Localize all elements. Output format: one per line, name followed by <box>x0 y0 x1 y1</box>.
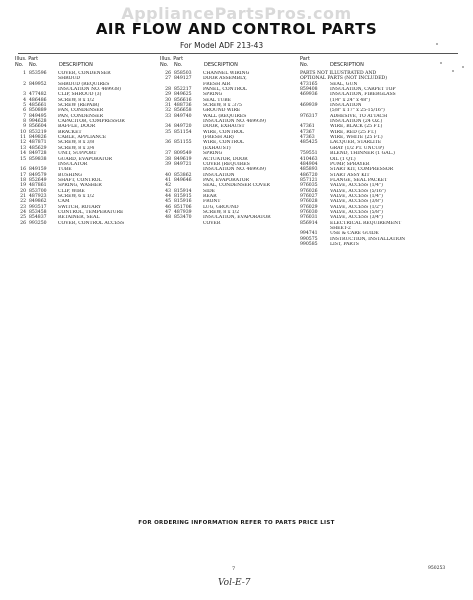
part-description: SHEET-2 <box>330 225 351 231</box>
partno-label: No. <box>174 61 183 68</box>
part-description: INSTRUCTION, INSTALLATION <box>330 236 406 242</box>
illus-number: 19 <box>20 183 26 189</box>
part-number: 854837 <box>29 215 47 221</box>
part-description: COVER <box>203 220 221 226</box>
part-number: 849728 <box>29 151 47 157</box>
part-description: CLIP, SHROUD (3) <box>58 92 102 98</box>
parts-list <box>300 82 460 248</box>
part-number: 858503 <box>174 71 192 76</box>
part-number: 486486 <box>29 97 47 103</box>
part-number: 993250 <box>29 220 47 226</box>
part-description: (FRESH AIR) <box>203 135 234 141</box>
no-label: No. <box>160 61 169 68</box>
part-description: WIRE, CONTROL <box>203 129 244 135</box>
illus-number: 1 <box>23 71 26 76</box>
part-number: 469939 <box>300 103 318 109</box>
part-description: ADHESIVE, TO ATTACH <box>330 113 388 119</box>
illus-number: 24 <box>20 209 26 215</box>
part-number: 410463 <box>300 156 318 162</box>
document-code: 950253 <box>428 566 446 571</box>
page-title: AIR FLOW AND CONTROL PARTS <box>95 20 378 38</box>
illus-number: 34 <box>165 124 171 130</box>
part-description: SCREW (REPAIR) <box>58 103 100 109</box>
illus-number: 30 <box>165 97 171 103</box>
part-number: 815915 <box>174 193 192 199</box>
illus-number: 41 <box>165 177 171 183</box>
part-number: 815914 <box>174 188 192 194</box>
part-description: UNIT, SUPPORT <box>58 151 97 157</box>
part-number: 849740 <box>174 113 192 119</box>
description-label: DESCRIPTION <box>59 61 93 68</box>
no-label: No. <box>15 61 24 68</box>
part-description: ACTUATOR, DOOR <box>203 156 248 162</box>
part-number: 473165 <box>300 81 318 87</box>
illus-number: 28 <box>165 87 171 93</box>
part-description: FLANGE, SEAL PACKET <box>330 177 388 183</box>
part-description: WIRE, CONTROL <box>203 140 244 146</box>
part-number: 993517 <box>29 204 47 210</box>
part-description: CABLE, APPLIANCE <box>58 135 107 141</box>
illus-number: 21 <box>20 193 26 199</box>
part-description: GRAY (1/2 PT. UNCUP) <box>330 145 384 151</box>
part-number: 487861 <box>29 183 47 189</box>
illus-number: 3 <box>23 92 26 98</box>
illus-number: 31 <box>165 103 171 109</box>
part-description: COVER (REQUIRES <box>203 161 250 167</box>
part-description: SHROUD (REQUIRES <box>58 81 110 87</box>
part-number: 976029 <box>300 204 318 210</box>
part-description: VALVE, ACCESS (5/16") <box>330 188 386 194</box>
part-description: SPRING <box>203 151 223 157</box>
part-number: 849826 <box>29 135 47 141</box>
part-description: BRACKET <box>58 129 82 135</box>
part-description: INSULATION <box>203 172 235 178</box>
part-number: 485661 <box>29 103 47 109</box>
part-description: CLIP, WIRE <box>58 188 85 194</box>
parts-column-3 <box>300 57 460 247</box>
part-description: (5/8" x 17" x 25-15/16") <box>330 108 385 114</box>
part-number: 856616 <box>174 97 192 103</box>
illus-number: 7 <box>23 113 26 119</box>
part-number: 853470 <box>174 215 192 221</box>
part-description: FAN, CONDENSER <box>58 108 104 114</box>
description-label: DESCRIPTION <box>330 61 364 68</box>
part-number: 853219 <box>29 129 47 135</box>
watermark: AppliancePartsPros.com <box>121 4 352 23</box>
illus-number: 4 <box>23 97 26 103</box>
part-number: 859838 <box>29 156 47 162</box>
illus-number: 23 <box>20 204 26 210</box>
part-number: 853700 <box>29 188 47 194</box>
partno-label: No. <box>29 61 38 68</box>
description-label: DESCRIPTION <box>204 61 238 68</box>
part-number: 851155 <box>174 140 192 146</box>
part-number: 849720 <box>174 124 192 130</box>
illus-number: 38 <box>165 156 171 162</box>
part-description: VALVE, ACCESS (3/8") <box>330 199 383 205</box>
part-number: 976035 <box>300 183 318 189</box>
illus-number: 9 <box>23 124 26 130</box>
part-description: SCREW, 8 x 1/2 <box>58 97 95 103</box>
part-description: PAN, EVAPORATOR <box>203 177 249 183</box>
illus-number: 32 <box>165 108 171 114</box>
part-number: 856658 <box>174 108 192 114</box>
part-number: 852217 <box>174 87 192 93</box>
illus-number: 15 <box>20 156 26 162</box>
part-description: SCREW, 6 x 1/2 <box>58 193 95 199</box>
part-description: DOOR ASSEMBLY, <box>203 76 247 82</box>
speck <box>462 66 464 68</box>
handwritten-note: Vol-E-7 <box>218 578 251 588</box>
model-subtitle: For Model ADF 213-43 <box>180 41 264 50</box>
not-illustrated-heading <box>300 71 460 82</box>
part-number: 994741 <box>300 231 318 237</box>
part-description: FRESH AIR <box>203 81 231 87</box>
illus-number: 25 <box>20 215 26 221</box>
parts-column-1 <box>15 57 165 226</box>
part-description: SPRING, WASHER <box>58 183 102 189</box>
part-description: RETAINER, SEAL <box>58 215 100 221</box>
illus-number: 37 <box>165 151 171 157</box>
part-number: 849159 <box>29 167 47 173</box>
part-number: 976026 <box>300 188 318 194</box>
part-description: INSULATION NO. 469939) <box>203 119 266 125</box>
part-description: DOOR, EXHAUST <box>203 124 245 130</box>
part-number: 487939 <box>174 209 192 215</box>
illus-number: 43 <box>165 188 171 194</box>
part-description: INSULATION (24 OZ.) <box>330 119 383 125</box>
part-number: 976030 <box>300 209 318 215</box>
illus-number: 6 <box>23 108 26 114</box>
illus-number: 12 <box>20 140 26 146</box>
part-label: Part <box>300 56 310 62</box>
part-description: BLEND, THINNER (1 GAL.) <box>330 151 395 157</box>
not-illustrated-line: OPTIONAL PARTS (NOT INCLUDED) <box>300 76 388 82</box>
speck <box>436 43 438 45</box>
part-number: 994628 <box>29 119 47 125</box>
part-description: WIRE, BLACK (25 FT.) <box>330 124 383 130</box>
part-description: CAPACITOR, COMPRESSOR <box>58 119 125 125</box>
part-number: 47363 <box>300 135 315 141</box>
not-illustrated-line: PARTS NOT ILLUSTRATED AND <box>300 71 377 76</box>
illus-number: 33 <box>165 113 171 119</box>
part-number: 849862 <box>29 199 47 205</box>
part-description: SCREW, 8 x 3/4 <box>58 145 95 151</box>
part-number: 477482 <box>29 92 47 98</box>
part-description: LACQUER, STARLITE <box>330 140 382 146</box>
part-number: 849721 <box>174 161 192 167</box>
illus-number: 44 <box>165 193 171 199</box>
part-number: 990585 <box>300 242 318 247</box>
part-description: SWITCH, ROTARY <box>58 204 101 210</box>
part-description: SIDE <box>203 188 215 194</box>
illus-label: Illus. Part <box>160 56 184 62</box>
part-row <box>300 242 460 247</box>
part-description: INSULATION, FIBERGLASS <box>330 92 396 98</box>
part-number: 849619 <box>174 156 192 162</box>
illus-number: 17 <box>20 172 26 178</box>
part-number: 853862 <box>174 172 192 178</box>
part-description: SEAL, CONDENSER COVER <box>203 183 270 189</box>
part-number: 856604 <box>29 124 47 130</box>
part-number: 47367 <box>300 129 315 135</box>
illus-number: 10 <box>20 129 26 135</box>
speck <box>452 70 454 72</box>
part-description: PUMP, SPRAYER <box>330 161 370 167</box>
illus-number: 39 <box>165 161 171 167</box>
part-description: INSULATION, EVAPORATOR <box>203 215 271 221</box>
part-description: CHANNEL WIRING <box>203 71 250 76</box>
part-description: COVER, CONDENSER <box>58 71 111 76</box>
part-description: LUG, GROUND <box>203 204 239 210</box>
part-description: INSULATION NO. 469938) <box>58 87 121 93</box>
part-description: SEAL TUBE <box>203 97 231 103</box>
part-number: 976028 <box>300 199 318 205</box>
part-number: 815916 <box>174 199 192 205</box>
part-description: INSULATOR <box>58 161 88 167</box>
part-number: 485893 <box>300 167 318 173</box>
column-header <box>15 57 165 68</box>
part-description: (1/4" x 24" x 48") <box>330 97 371 103</box>
part-number: 851154 <box>174 129 192 135</box>
part-number: 849127 <box>174 76 192 82</box>
part-description: SCREW, 8 x 3/8 <box>58 140 95 146</box>
part-description: TUBE <box>58 167 72 173</box>
part-description: CONTROL, TEMPERATURE <box>58 209 124 215</box>
header-divider <box>18 53 458 54</box>
part-description: INSULATION NO. 469939) <box>203 167 266 173</box>
part-description: USE & CARE GUIDE <box>330 231 379 237</box>
part-description: WALL (REQUIRES <box>203 113 247 119</box>
part-description: VALVE, ACCESS (1/2") <box>330 204 383 210</box>
part-description: VALVE, ACCESS (3/4") <box>330 215 383 221</box>
part-number: 851706 <box>174 204 192 210</box>
illus-number: 11 <box>20 135 26 141</box>
part-number: 849495 <box>29 113 47 119</box>
part-description: SEAL, GUN <box>330 81 358 87</box>
illus-number: 14 <box>20 151 26 157</box>
part-description: INSULATION <box>330 103 362 109</box>
part-number: 852649 <box>29 177 47 183</box>
illus-number: 27 <box>165 76 171 82</box>
illus-number: 35 <box>165 129 171 135</box>
illus-label: Illus. Part <box>15 56 39 62</box>
illus-number: 48 <box>165 215 171 221</box>
part-number: 469936 <box>300 92 318 98</box>
part-description: (EXHAUST) <box>203 145 231 151</box>
illus-number: 26 <box>165 71 171 76</box>
illus-number: 2 <box>23 81 26 87</box>
part-number: 487923 <box>29 193 47 199</box>
part-number: 976031 <box>300 215 318 221</box>
part-number: 856914 <box>300 220 318 226</box>
part-description: VALVE, ACCESS (5/8") <box>330 209 383 215</box>
part-number: 849646 <box>174 177 192 183</box>
page-number: 7 <box>232 566 236 572</box>
part-number: 849579 <box>29 172 47 178</box>
part-description: BUSHING <box>58 172 82 178</box>
part-number: 853458 <box>29 209 47 215</box>
part-description: INSULATION, CARPET TOP <box>330 87 396 93</box>
partno-label: No. <box>300 61 309 68</box>
illus-number: 18 <box>20 177 26 183</box>
part-description: START ASSY KIT <box>330 172 370 178</box>
illus-number: 47 <box>165 209 171 215</box>
part-number: 486720 <box>300 172 318 178</box>
part-number: 853596 <box>29 71 47 76</box>
part-number: 809549 <box>174 151 192 157</box>
illus-number: 36 <box>165 140 171 146</box>
illus-number: 42 <box>165 183 171 189</box>
illus-number <box>160 221 171 226</box>
parts-list <box>160 71 300 226</box>
part-description: SPRING <box>203 92 223 98</box>
part-number: 857121 <box>300 177 318 183</box>
column-header <box>160 57 300 68</box>
illus-number: 8 <box>23 119 26 125</box>
part-description: WIRE, RED (25 FT.) <box>330 129 377 135</box>
column-header <box>300 57 460 68</box>
part-description: LIST, PARTS <box>330 242 359 247</box>
part-description: CAM <box>58 199 70 205</box>
illus-number: 16 <box>20 167 26 173</box>
illus-number: 46 <box>165 204 171 210</box>
part-description: SHAFT, CONTROL <box>58 177 102 183</box>
illus-number: 26 <box>20 220 26 226</box>
illus-number: 22 <box>20 199 26 205</box>
part-description: VALVE, ACCESS (1/4") <box>330 183 383 189</box>
parts-list <box>15 71 165 226</box>
part-number <box>171 221 203 226</box>
part-number: 849625 <box>174 92 192 98</box>
part-number: 976027 <box>300 193 318 199</box>
ordering-note: FOR ORDERING INFORMATION REFER TO PARTS PRICE LIST <box>138 520 335 526</box>
illus-number: 45 <box>165 199 171 205</box>
illus-number: 29 <box>165 92 171 98</box>
part-number: 487871 <box>29 140 47 146</box>
part-description: PAN, CONDENSER <box>58 113 103 119</box>
part-number: 859408 <box>300 87 318 93</box>
part-description: OIL (1 QT.) <box>330 156 356 162</box>
part-description: SCREW, 8 x 1/2 <box>203 209 240 215</box>
part-row <box>160 221 300 226</box>
part-description: ELECTRICAL REQUIREMENT <box>330 220 402 226</box>
part-number: 850889 <box>29 108 47 114</box>
part-number: 849952 <box>29 81 47 87</box>
part-description: FRONT <box>203 199 221 205</box>
part-number: 485629 <box>29 145 47 151</box>
illus-number: 20 <box>20 188 26 194</box>
parts-column-2 <box>160 57 300 226</box>
part-row <box>15 221 165 226</box>
part-number: 47361 <box>300 124 315 130</box>
part-number: 759551 <box>300 151 318 157</box>
part-description: REAR <box>203 193 217 199</box>
illus-number: 5 <box>23 103 26 109</box>
part-number: 485425 <box>300 140 318 146</box>
part-number: 484904 <box>300 161 318 167</box>
part-number: 990575 <box>300 236 318 242</box>
part-description: GROUND WIRE <box>203 108 241 114</box>
part-description: GUARD, EVAPORATOR <box>58 156 112 162</box>
part-description: START KIT, COMPRESSOR <box>330 167 394 173</box>
part-number: 976317 <box>300 113 318 119</box>
part-description: COVER, CONTROL ACCESS <box>58 220 125 226</box>
part-description: PANEL, CONTROL <box>203 87 247 93</box>
part-description: WIRE, WHITE (25 FT.) <box>330 135 383 141</box>
illus-number: 40 <box>165 172 171 178</box>
part-description: VALVE, ACCESS (1/4") <box>330 193 383 199</box>
part-description: BAFFLE, DOOR <box>58 124 96 130</box>
speck <box>440 62 442 64</box>
part-number: 488736 <box>174 103 192 109</box>
part-description: SHROUD <box>58 76 80 82</box>
part-description: SCREW, 8 x .375 <box>203 103 242 109</box>
illus-number: 13 <box>20 145 26 151</box>
